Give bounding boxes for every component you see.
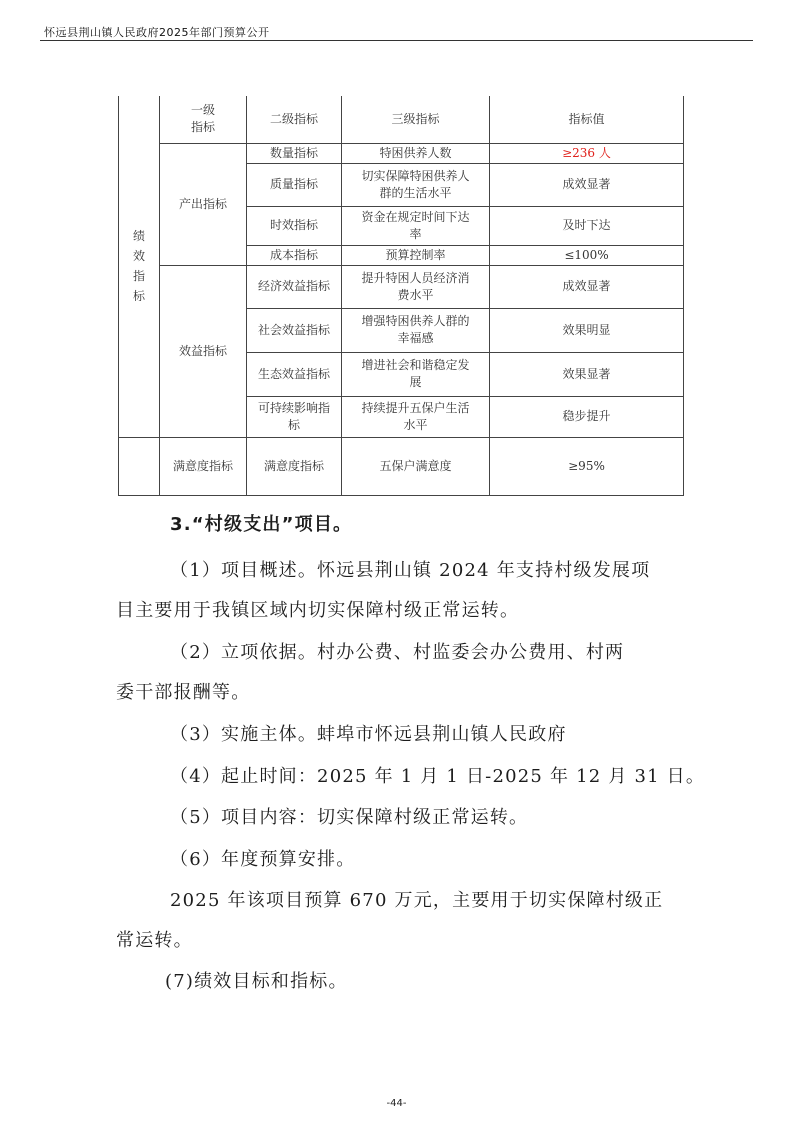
cell-level3: 增强特困供养人群的 幸福感 xyxy=(342,308,490,352)
paragraph-period: （4）起止时间：2025 年 1 月 1 日-2025 年 12 月 31 日。 xyxy=(170,766,706,787)
table-row xyxy=(119,143,684,163)
cell-value: 效果明显 xyxy=(490,308,684,352)
cell-level2: 生态效益指标 xyxy=(247,352,342,396)
cell-value: ≥95% xyxy=(490,437,684,495)
cell-level2: 社会效益指标 xyxy=(247,308,342,352)
level1-satisfaction: 满意度指标 xyxy=(160,437,247,495)
cell-level3: 资金在规定时间下达 率 xyxy=(342,206,490,245)
cell-level2: 可持续影响指 标 xyxy=(247,396,342,437)
cell-level3: 预算控制率 xyxy=(342,245,490,265)
paragraph-overview-cont: 目主要用于我镇区域内切实保障村级正常运转。 xyxy=(116,600,520,621)
cell-level3: 增进社会和谐稳定发 展 xyxy=(342,352,490,396)
paragraph-budget-cont: 常运转。 xyxy=(116,930,193,951)
paragraph-budget: 2025 年该项目预算 670 万元，主要用于切实保障村级正 xyxy=(170,890,664,911)
cell-level3: 持续提升五保户生活 水平 xyxy=(342,396,490,437)
level1-benefit: 效益指标 xyxy=(160,265,247,437)
table-row xyxy=(119,437,684,495)
paragraph-goals: (7)绩效目标和指标。 xyxy=(165,971,348,992)
group-label-empty xyxy=(119,437,160,495)
table-row xyxy=(119,265,684,308)
cell-value: 成效显著 xyxy=(490,265,684,308)
cell-value: 及时下达 xyxy=(490,206,684,245)
cell-value-highlight: ≥236 人 xyxy=(490,143,684,163)
page-number: -44- xyxy=(386,1098,407,1109)
cell-level2: 成本指标 xyxy=(247,245,342,265)
cell-value: 效果显著 xyxy=(490,352,684,396)
cell-level2: 质量指标 xyxy=(247,163,342,206)
section-title: 3.“村级支出”项目。 xyxy=(170,514,353,535)
header-level3: 三级指标 xyxy=(342,96,490,143)
level1-output: 产出指标 xyxy=(160,143,247,265)
cell-level3: 切实保障特困供养人 群的生活水平 xyxy=(342,163,490,206)
header-divider xyxy=(40,40,753,41)
cell-level2: 经济效益指标 xyxy=(247,265,342,308)
header-level2: 二级指标 xyxy=(247,96,342,143)
cell-value: 成效显著 xyxy=(490,163,684,206)
header-level1: 一级 指标 xyxy=(160,96,247,143)
paragraph-entity: （3）实施主体。蚌埠市怀远县荆山镇人民政府 xyxy=(170,724,567,745)
paragraph-budget-heading: （6）年度预算安排。 xyxy=(170,849,356,870)
document-header: 怀远县荆山镇人民政府2025年部门预算公开 xyxy=(44,26,270,39)
paragraph-basis-cont: 委干部报酬等。 xyxy=(116,682,251,703)
group-label-performance: 绩 效 指 标 xyxy=(119,96,160,437)
cell-value: ≤100% xyxy=(490,245,684,265)
paragraph-basis: （2）立项依据。村办公费、村监委会办公费用、村两 xyxy=(170,642,625,663)
header-value: 指标值 xyxy=(490,96,684,143)
performance-indicator-table xyxy=(118,96,684,496)
cell-level3: 五保户满意度 xyxy=(342,437,490,495)
cell-value: 稳步提升 xyxy=(490,396,684,437)
cell-level3: 特困供养人数 xyxy=(342,143,490,163)
cell-level3: 提升特困人员经济消 费水平 xyxy=(342,265,490,308)
cell-level2: 满意度指标 xyxy=(247,437,342,495)
cell-level2: 时效指标 xyxy=(247,206,342,245)
cell-level2: 数量指标 xyxy=(247,143,342,163)
paragraph-overview: （1）项目概述。怀远县荆山镇 2024 年支持村级发展项 xyxy=(170,560,651,581)
paragraph-content: （5）项目内容：切实保障村级正常运转。 xyxy=(170,807,529,828)
